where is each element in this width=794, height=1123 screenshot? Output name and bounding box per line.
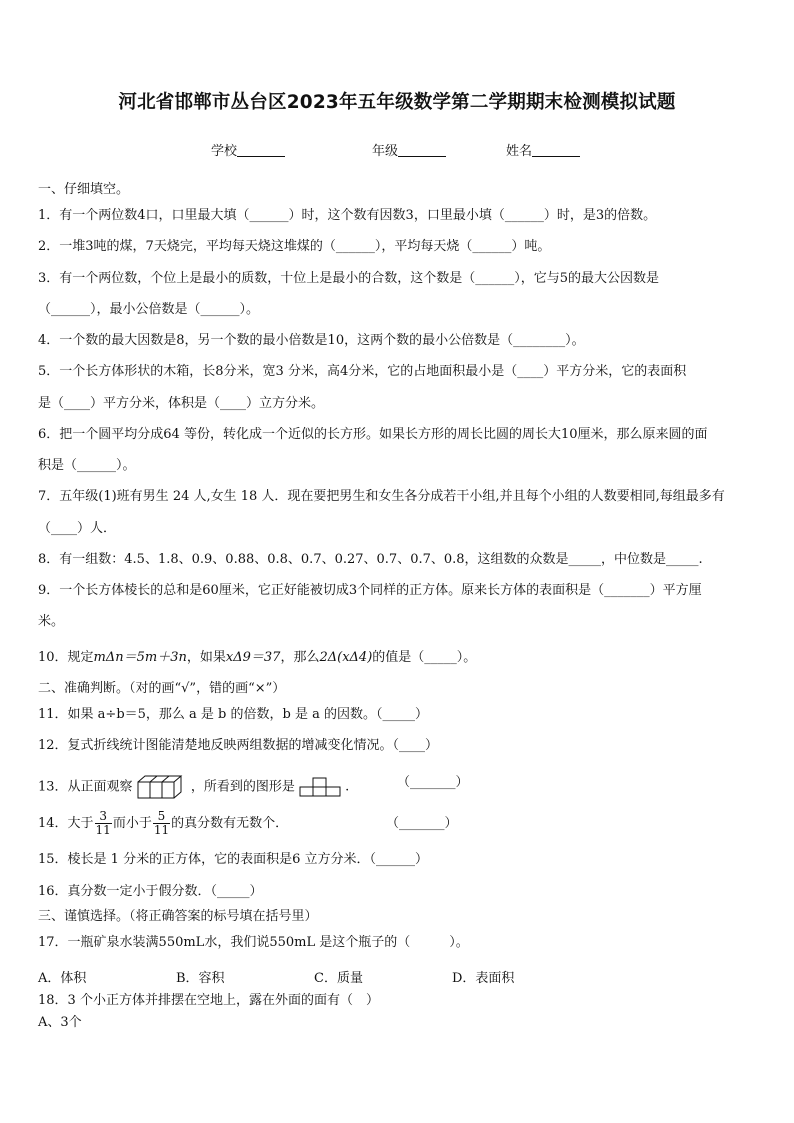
question-10 — [38, 650, 476, 666]
q10-prefix: 10．规定 — [38, 650, 94, 665]
section-judgement: 二、准确判断。（对的画“√”，错的画“×”） — [38, 681, 286, 696]
fraction-5-11 — [153, 810, 170, 837]
question-7-line-2: （____）人． — [38, 521, 117, 536]
section-choice: 三、谨慎选择。（将正确答案的标号填在括号里） — [38, 909, 318, 924]
question-15: 15．棱长是 1 分米的正方体，它的表面积是6 立方分米．（______） — [38, 852, 428, 867]
q13-prefix: 13．从正面观察 — [38, 779, 133, 795]
q13-mid: ，所看到的图形是 — [190, 779, 295, 795]
q10-definition: mΔn＝5m＋3n — [93, 650, 187, 665]
q13-suffix: . — [345, 779, 350, 795]
front-view-figure — [299, 777, 341, 797]
q10-expression: 2Δ(xΔ4) — [319, 650, 373, 665]
grade-label: 年级 — [372, 144, 399, 159]
question-6-line-1: 6．把一个圆平均分成64 等份，转化成一个近似的长方形。如果长方形的周长比圆的周长大10厘米，那么原来圆的面 — [38, 427, 708, 442]
q10-condition: xΔ9＝37 — [225, 650, 281, 665]
name-field — [506, 140, 580, 159]
question-11: 11．如果 a÷b＝5，那么 a 是 b 的倍数，b 是 a 的因数。（_____） — [38, 707, 428, 722]
section-fill-in: 一、仔细填空。 — [38, 182, 130, 197]
q10-suffix: 的值是（_____）。 — [372, 650, 477, 665]
school-blank — [237, 143, 285, 157]
question-3-line-2: （______），最小公倍数是（______）。 — [38, 302, 260, 317]
question-2: 2．一堆3吨的煤，7天烧完，平均每天烧这堆煤的（______），平均每天烧（______）吨。 — [38, 239, 551, 254]
question-5-line-2: 是（____）平方分米，体积是（____）立方分米。 — [38, 396, 325, 411]
question-14 — [38, 810, 288, 838]
fraction-numerator: 5 — [153, 810, 170, 824]
question-17: 17．一瓶矿泉水装满550mL水，我们说550mL 是这个瓶子的（ ）。 — [38, 935, 469, 950]
name-label: 姓名 — [506, 144, 533, 159]
q18-option-a: A、3个 — [38, 1015, 82, 1030]
q17-option-a: A．体积 — [38, 971, 87, 986]
question-4: 4．一个数的最大因数是8，另一个数的最小倍数是10，这两个数的最小公倍数是（________）。 — [38, 333, 585, 348]
fraction-denominator: 11 — [95, 823, 111, 837]
q10-mid: ，如果 — [186, 650, 226, 665]
question-18: 18．3 个小正方体并排摆在空地上，露在外面的面有（ ） — [38, 993, 379, 1008]
name-blank — [532, 143, 580, 157]
question-8: 8．有一组数：4.5、1.8、0.9、0.88、0.8、0.7、0.27、0.7、0.7、0.8，这组数的众数是_____，中位数是_____. — [38, 552, 703, 567]
school-field — [211, 140, 285, 159]
question-12: 12．复式折线统计图能清楚地反映两组数据的增减变化情况。（____） — [38, 738, 439, 753]
q14-suffix: 的真分数有无数个． — [171, 816, 289, 831]
q17-option-d: D．表面积 — [452, 971, 515, 986]
page-title: 河北省邯郸市丛台区2023年五年级数学第二学期期末检测模拟试题 — [118, 92, 676, 113]
grade-blank — [398, 143, 446, 157]
q14-prefix: 14．大于 — [38, 816, 94, 831]
fraction-3-11 — [95, 810, 112, 837]
question-16: 16．真分数一定小于假分数．（_____） — [38, 884, 263, 899]
question-7-line-1: 7．五年级(1)班有男生 24 人,女生 18 人．现在要把男生和女生各分成若干小组,并且每个小组的人数要相同,每组最多有 — [38, 489, 725, 504]
question-1: 1．有一个两位数4口，口里最大填（______）时，这个数有因数3，口里最小填（______）时，是3的倍数。 — [38, 208, 657, 223]
q14-answer-blank: （_______） — [386, 816, 458, 831]
question-5-line-1: 5．一个长方体形状的木箱，长8分米，宽3 分米，高4分米，它的占地面积最小是（____）平方分米，它的表面积 — [38, 364, 687, 379]
q17-option-b: B．容积 — [176, 971, 225, 986]
q17-option-c: C．质量 — [314, 971, 363, 986]
q14-mid: 而小于 — [112, 816, 152, 831]
question-9-line-2: 米。 — [38, 614, 65, 629]
question-9-line-1: 9．一个长方体棱长的总和是60厘米，它正好能被切成3个同样的正方体。原来长方体的表面积是（_______）平方厘 — [38, 583, 702, 598]
question-6-line-2: 积是（______）。 — [38, 458, 136, 473]
fraction-denominator: 11 — [153, 823, 170, 837]
grade-field — [372, 140, 446, 159]
q10-then: ，那么 — [280, 650, 320, 665]
school-label: 学校 — [211, 144, 238, 159]
cube-stack-3d-figure — [137, 775, 187, 799]
q13-answer-blank: （_______） — [397, 775, 469, 790]
fraction-numerator: 3 — [95, 810, 112, 824]
question-3-line-1: 3．有一个两位数，个位上是最小的质数，十位上是最小的合数，这个数是（______），它与5的最大公因数是 — [38, 271, 660, 286]
question-13 — [38, 775, 349, 799]
